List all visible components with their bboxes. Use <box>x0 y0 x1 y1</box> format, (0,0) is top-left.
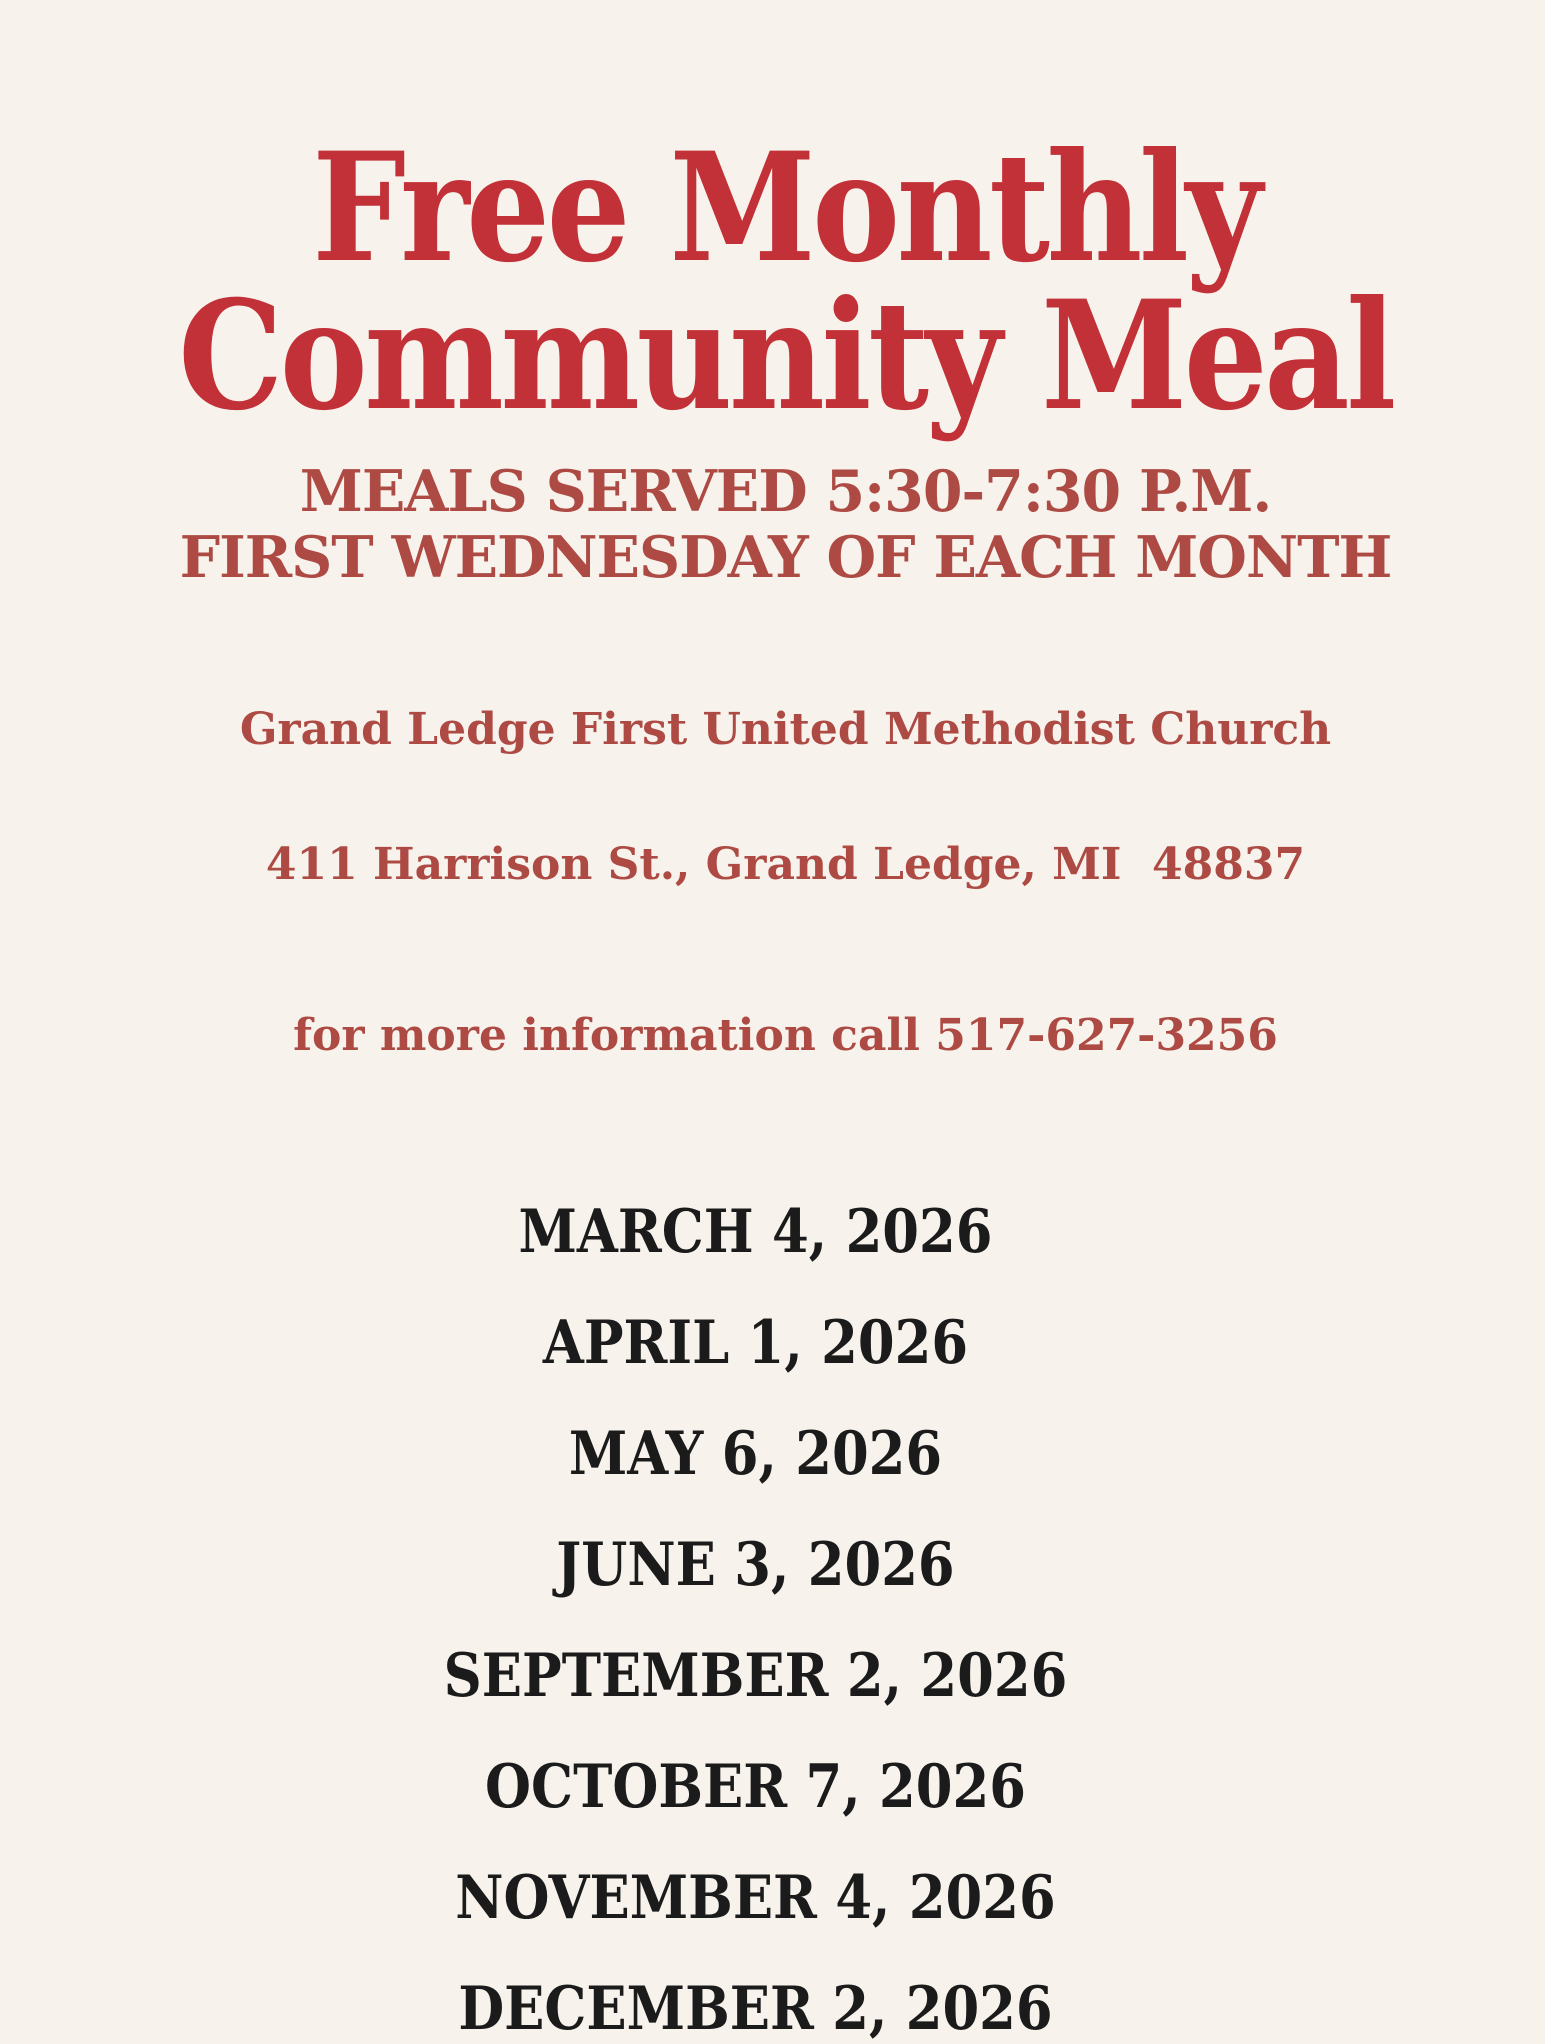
list-item <box>0 1754 1528 1820</box>
list-item <box>0 1421 1528 1487</box>
meal-times-line-2: FIRST WEDNESDAY OF EACH MONTH <box>179 524 1392 591</box>
title-line-1: Free Monthly <box>312 120 1259 296</box>
list-item <box>0 1865 1528 1931</box>
meal-date: APRIL 1, 2026 <box>542 1308 969 1378</box>
meal-date: MARCH 4, 2026 <box>518 1197 993 1267</box>
venue-street-address: 411 Harrison St., Grand Ledge, MI 48837 <box>265 839 1306 890</box>
flyer-header <box>13 0 1545 1061</box>
meal-date: MAY 6, 2026 <box>568 1419 943 1489</box>
list-item <box>0 1643 1528 1709</box>
meal-times-line-1: MEALS SERVED 5:30-7:30 P.M. <box>299 458 1272 525</box>
meal-date: NOVEMBER 4, 2026 <box>455 1863 1056 1933</box>
list-item <box>0 1976 1528 2042</box>
phone-info-line: for more information call 517-627-3256 <box>293 1010 1278 1061</box>
list-item <box>0 1310 1528 1376</box>
list-item <box>0 1199 1528 1265</box>
meal-date: SEPTEMBER 2, 2026 <box>443 1641 1068 1711</box>
meal-dates-list <box>0 1199 1528 2042</box>
title-line-2: Community Meal <box>178 268 1393 444</box>
contact-info <box>13 1011 1545 1061</box>
meal-date: DECEMBER 2, 2026 <box>458 1974 1053 2044</box>
meal-date: OCTOBER 7, 2026 <box>485 1752 1026 1822</box>
meal-date: JUNE 3, 2026 <box>556 1530 955 1600</box>
page-title <box>13 0 1545 444</box>
venue-name: Grand Ledge First United Methodist Church <box>239 704 1332 755</box>
list-item <box>0 1532 1528 1598</box>
venue-address <box>13 617 1545 977</box>
meal-times <box>13 459 1545 591</box>
